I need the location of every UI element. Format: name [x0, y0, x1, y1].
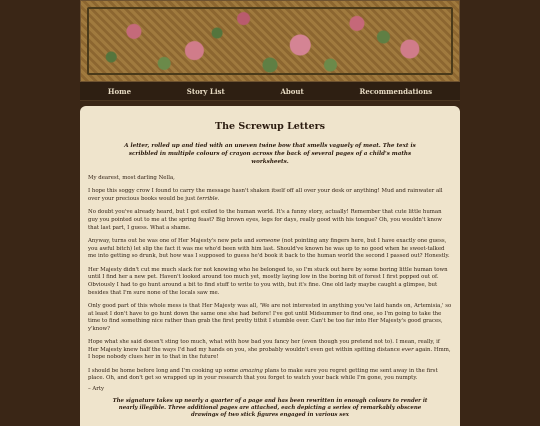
- letter-signoff: – Arty: [88, 386, 105, 393]
- nav-home-link[interactable]: Home: [107, 86, 132, 96]
- letter-paragraph-3: Anyway, turns out he was one of Her Majesty's new pets and someone (not pointing any fingers here, but I have exactly one guess, you awful bitch) let slip the fact it was me who'd been with him last. Should've known he was up to no good when he sweet-talked me into getting so drunk, but how was I supposed to guess he'd book it back to the human world the second I passed out? Honestly.: [88, 237, 450, 260]
- floral-banner-image: [80, 0, 460, 82]
- letter-paragraph-5: Only good part of this whole mess is that Her Majesty was all, 'We are not interested in anything you've laid hands on, Artemisia,' so at least I don't have to go hunt down the same one she had before! I've got until Midsummer to find one, so I'm going to take the time to find something nice rather than grab the first pretty titbit I stumble over. Can't be too far into Her Majesty's good graces, y'know?: [88, 302, 452, 332]
- story-panel: [80, 106, 460, 426]
- nav-story-list-link[interactable]: Story List: [186, 86, 225, 96]
- main-nav: [80, 82, 460, 101]
- letter-paragraph-6: Hope what she said doesn't sting too much, what with how bad you fancy her (even though you pretend not to). I mean, really, if Her Majesty knew half the ways I'd had my hands on you, she probably wouldn't even get within spitting distance ever again. Hmm, I hope nobody clues her in to that in the future!: [88, 339, 451, 361]
- nav-about-link[interactable]: About: [280, 86, 304, 96]
- story-intro: A letter, rolled up and tied with an uneven twine bow that smells vaguely of meat. The text is scribbled in multiple colours of crayon across the back of several pages of a child's maths worksheets.: [124, 143, 416, 165]
- story-outro: The signature takes up nearly a quarter of a page and has been rewritten in enough colours to render it nearly illegible. Three additional pages are attached, each depicting a series of remarkably obscene drawings of two stick figures engaged in various sex: [112, 397, 428, 419]
- letter-paragraph-2: No doubt you've already heard, but I got exiled to the human world. It's a funny story, actually! Remember that cute little human guy you pointed out to me at the spring feast? Big brown eyes, legs for days, really good with his tongue? Oh, you wouldn't know that last part, I guess. What a shame.: [88, 209, 442, 231]
- letter-paragraph-4: Her Majesty didn't cut me much slack for not knowing who he belonged to, so I'm stuck out here by some boring little human town until I find her a new pet. Haven't looked around too much yet, mostly laying low in the boring bit of forest I first popped out of. Obviously I had to go hunt around a bit to find stuff to write to you with, but it's fine. One old lady maybe caught a glimpse, but besides that I'm sure none of the locals saw me.: [88, 266, 448, 296]
- story-title: The Screwup Letters: [215, 121, 325, 132]
- letter-paragraph-7: I should be home before long and I'm cooking up some amazing plans to make sure you regret getting me sent away in the first place. Oh, and don't get so wrapped up in your research that you forget to watch your back while I'm gone, you numpty.: [88, 367, 438, 382]
- banner-frame: [87, 7, 453, 75]
- nav-recommendations-link[interactable]: Recommendations: [359, 86, 433, 96]
- letter-greeting: My dearest, most darling Nella,: [88, 175, 175, 182]
- letter-paragraph-1: I hope this soggy crow I found to carry the message hasn't shaken itself off all over your desk or anything! Mud and rainwater all over your precious books would be just terrible.: [88, 188, 443, 203]
